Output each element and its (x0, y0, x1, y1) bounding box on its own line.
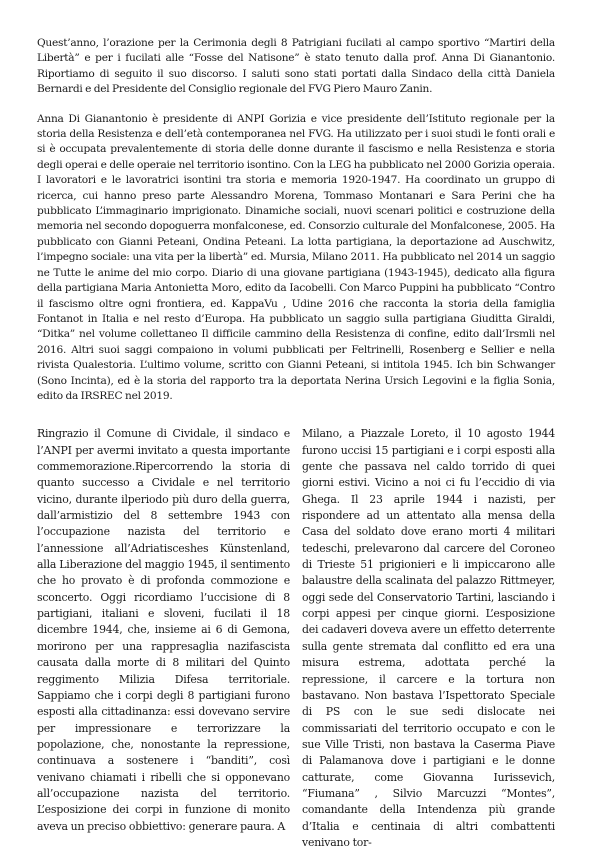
speech-column-left: Ringrazio il Comune di Cividale, il sindaco e l’ANPI per avermi invitato a questa importante commemorazione.Ripercorrendo la storia di quanto successo a Cividale e nel territorio vicino, durante ilperiodo più duro della guerra, dall’armistizio del 8 settembre 1943 con l’occupazione nazista del territorio e l’annessione all’Adriatisceshes Künstenland, alla Liberazione del maggio 1945, il sentimento che ho provato è di profonda commozione e sconcerto. Oggi ricordiamo l’uccisione di 8 partigiani, italiani e sloveni, fucilati il 18 dicembre 1944, che, insieme ai 6 di Gemona, morirono per una rappresaglia nazifascista causata dalla morte di 8 militari del Quinto reggimento Milizia Difesa territoriale. Sappiamo che i corpi degli 8 partigiani furono esposti alla cittadinanza: essi dovevano servire per impressionare e terrorizzare la popolazione, che, nonostante la repressione, continuava a sostenere i “banditi”, così venivano chiamati i ribelli che si opponevano all’occupazione nazista del territorio. L’esposizione dei corpi in funzione di monito aveva un preciso obbiettivo: generare paura. A (37, 427, 290, 833)
author-bio-paragraph: Anna Di Gianantonio è presidente di ANPI Gorizia e vice presidente dell’Istituto regionale per la storia della Resistenza e dell’età contemporanea nel FVG. Ha utilizzato per i suoi studi le fonti orali e si è occupata prevalentemente di storia delle donne durante il fascismo e nella Resistenza e storia degli operai e delle operaie nel territorio isontino. Con la LEG ha pubblicato nel 2000 Gorizia operaia. I lavoratori e le lavoratrici isontini tra storia e memoria 1920-1947. Ha coordinato un gruppo di ricerca, cui hanno preso parte Alessandro Morena, Tommaso Montanari e Sara Perini che ha pubblicato L’immaginario imprigionato. Dinamiche sociali, nuovi scenari politici e costruzione della memoria nel secondo dopoguerra monfalconese, ed. Consorzio culturale del Monfalconese, 2005. Ha pubblicato con Gianni Peteani, Ondina Peteani. La lotta partigiana, la deportazione ad Auschwitz, l’impegno sociale: una vita per la libertà” ed. Mursia, Milano 2011. Ha pubblicato nel 2014 un saggio ne Tutte le anime del mio corpo. Diario di una giovane partigiana (1943-1945), dedicato alla figura della partigiana Maria Antonietta Moro, edito da Iacobelli. Con Marco Puppini ha pubblicato “Contro il fascismo oltre ogni frontiera, ed. KappaVu , Udine 2016 che racconta la storia della famiglia Fontanot in Italia e nel resto d’Europa. Ha pubblicato un saggio sulla partigiana Giuditta Giraldi, “Ditka” nel volume collettaneo Il difficile cammino della Resistenza di confine, edito dall’Irsmli nel 2016. Altri suoi saggi compaiono in volumi pubblicati per Feltrinelli, Rosenberg e Sellier e nella rivista Qualestoria. L’ultimo volume, scritto con Gianni Peteani, si intitola 1945. Ich bin Schwanger (Sono Incinta), ed è la storia del rapporto tra la deportata Nerina Ursich Legovini e la figlia Sonia, edito da IRSREC nel 2019. (37, 112, 555, 402)
speech-columns (37, 426, 555, 851)
intro-paragraph: Quest’anno, l’orazione per la Cerimonia degli 8 Patrigiani fucilati al campo sportivo “Martiri della Libertà” e per i fucilati alle “Fosse del Natisone” è stato tenuto dalla prof. Anna Di Gianantonio. Riportiamo di seguito il suo discorso. I saluti sono stati portati dalla Sindaco della città Daniela Bernardi e del Presidente del Consiglio regionale del FVG Piero Mauro Zanin. (37, 37, 555, 96)
speech-column-right: Milano, a Piazzale Loreto, il 10 agosto 1944 furono uccisi 15 partigiani e i corpi esposti alla gente che passava nel caldo torrido di quei giorni estivi. Vicino a noi ci fu l’eccidio di via Ghega. Il 23 aprile 1944 i nazisti, per rispondere ad un attentato alla mensa della Casa del soldato dove erano morti 4 militari tedeschi, prelevarono dal carcere del Coroneo di Trieste 51 prigionieri e li impiccarono alle balaustre della scalinata del palazzo Rittmeyer, oggi sede del Conservatorio Tartini, lasciando i corpi appesi per cinque giorni. L’esposizione dei cadaveri doveva avere un effetto deterrente sulla gente stremata dal conflitto ed era una misura estrema, adottata perché la repressione, il carcere e la tortura non bastavano. Non bastava l’Ispettorato Speciale di PS con le sue sedi dislocate nei commissariati del territorio occupato e con le sue Ville Tristi, non bastava la Caserma Piave di Palamanova dove i partigiani e le donne catturate, come Giovanna Iurissevich, “Fiumana” , Silvio Marcuzzi “Montes”, comandante della Intendenza più grande d’Italia e centinaia di altri combattenti venivano tor- (302, 427, 555, 849)
